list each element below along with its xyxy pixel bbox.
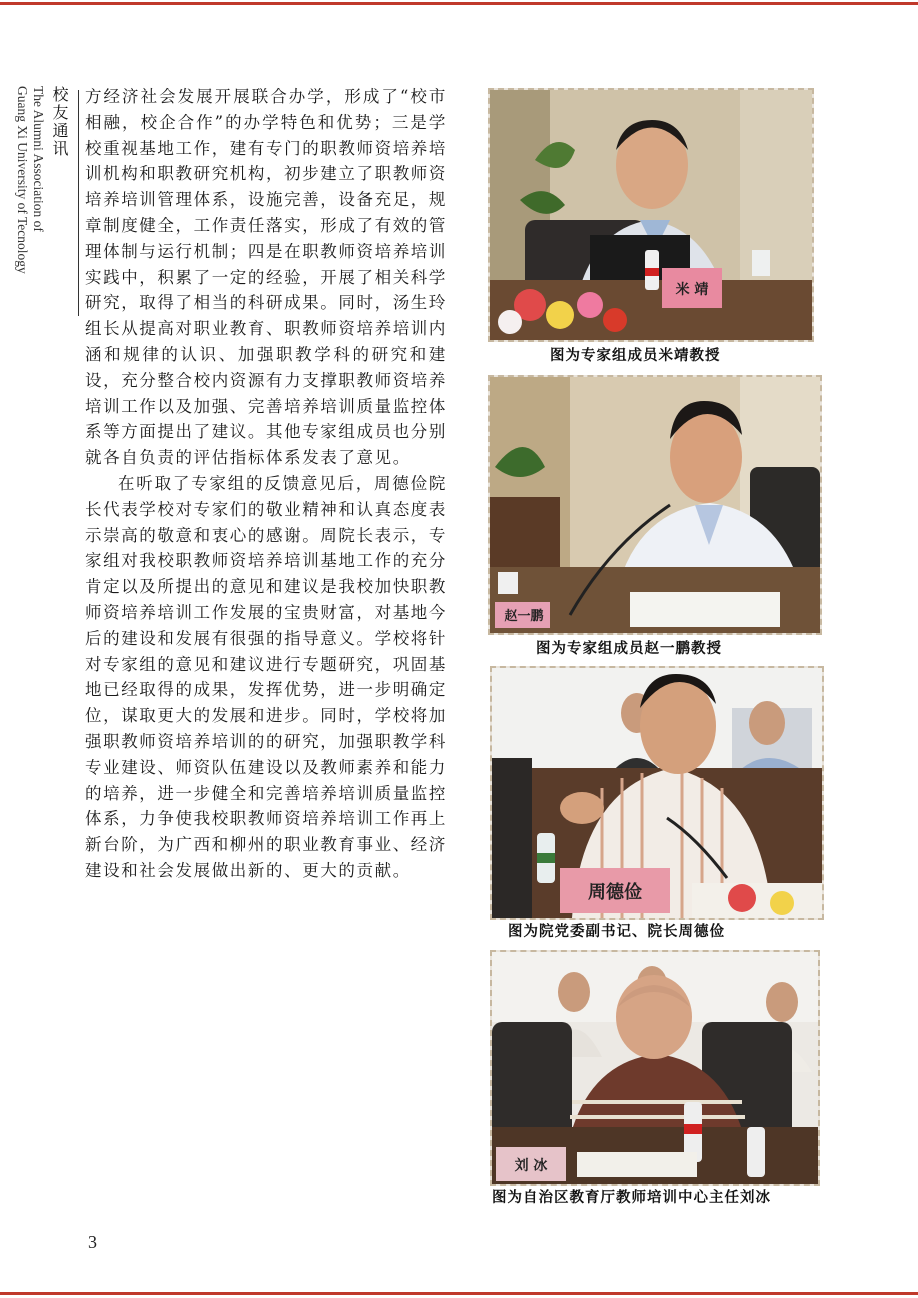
nameplate-liu-bing: 刘 冰 xyxy=(514,1158,548,1174)
article-paragraph-1: 方经济社会发展开展联合办学，形成了“校市相融，校企合作”的办学特色和优势；三是学校重视基地工作，建有专门的职教师资培养培训机构和职教研究机构，初步建立了职教师资培养培训管理体系，设施完善，设备充足，规章制度健全，工作责任落实，形成了有效的管理体制与运行机制；四是在职教师资培养培训实践中，积累了一定的经验，开展了相关科学研究，取得了相当的科研成果。同时，汤生玲组长从提高对职业教育、职教师资培养培训内涵和规律的认识、加强职教学科的研究和建设，充分整合校内资源有力支撑职教师资培养培训工作以及加强、完善培养培训质量监控体系等方面提出了建议。其他专家组成员也分别就各自负责的评估指标体系发表了意见。 xyxy=(85,87,447,468)
photo-zhao-yipeng xyxy=(488,375,822,635)
photo-mi-jing xyxy=(488,88,814,342)
nameplate-zhou-dejian: 周德俭 xyxy=(588,882,642,903)
masthead xyxy=(14,86,71,306)
photo-zhou-dejian xyxy=(490,666,824,920)
article-paragraph-2: 在听取了专家组的反馈意见后，周德俭院长代表学校对专家们的敬业精神和认真态度表示崇高的敬意和衷心的感谢。周院长表示，专家组对我校职教师资培养培训基地工作的充分肯定以及所提出的意见和建议是我校加快职教师资培养培训工作发展的宝贵财富，对基地今后的建设和发展有很强的指导意义。学校将针对专家组的意见和建议进行专题研究，巩固基地已经取得的成果，发挥优势，进一步明确定位，谋取更大的发展和进步。同时，学校将加强职教师资培养培训的的研究，加强职教学科专业建设、师资队伍建设以及教师素养和能力的培养，进一步健全和完善培养培训质量监控体系，力争使我校职教师资培养培训工作再上新台阶，为广西和柳州的职业教育事业、经济建设和社会发展做出新的、更大的贡献。 xyxy=(85,473,447,880)
caption-zhao-yipeng: 图为专家组成员赵一鹏教授 xyxy=(536,641,722,657)
masthead-chinese: 校友通讯 xyxy=(50,86,69,158)
caption-liu-bing: 图为自治区教育厅教师培训中心主任刘冰 xyxy=(492,1190,771,1206)
article-body xyxy=(85,84,447,884)
bottom-rule xyxy=(0,1292,918,1295)
nameplate-mi-jing: 米 靖 xyxy=(675,282,709,298)
top-rule xyxy=(0,2,918,5)
masthead-english: The Alumni Association of Guang Xi University of Tecnology xyxy=(15,86,46,274)
nameplate-zhao-yipeng: 赵一鹏 xyxy=(504,609,544,624)
page-number: 3 xyxy=(88,1232,97,1252)
caption-zhou-dejian: 图为院党委副书记、院长周德俭 xyxy=(508,924,725,940)
masthead-divider xyxy=(78,90,79,316)
photo-liu-bing xyxy=(490,950,820,1186)
caption-mi-jing: 图为专家组成员米靖教授 xyxy=(550,348,721,364)
